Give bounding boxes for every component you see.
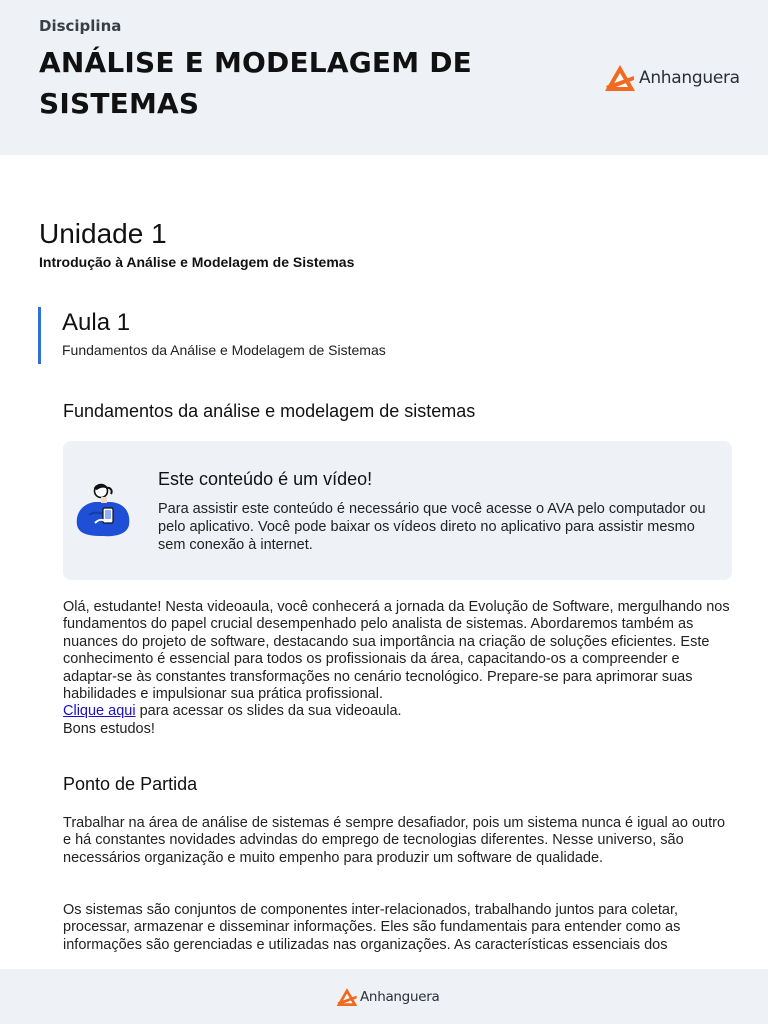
- page-footer: [0, 969, 768, 1024]
- ponto-de-partida-paragraph-2: Os sistemas são conjuntos de componentes inter-relacionados, trabalhando juntos para coletar, processar, armazenar e disseminar informações. Eles são fundamentais para entender como as informações são gerenciadas e utilizadas nas organizações. As características essenciais dos: [63, 902, 681, 953]
- closing-text: Bons estudos!: [63, 720, 155, 737]
- lesson-subtitle: Fundamentos da Análise e Modelagem de Sistemas: [62, 342, 386, 358]
- lesson-heading: [38, 307, 386, 364]
- slides-link[interactable]: Clique aqui: [63, 703, 136, 720]
- intro-text-block: [63, 599, 733, 738]
- unit-subtitle: Introdução à Análise e Modelagem de Sistemas: [39, 254, 355, 270]
- video-notice-text: Para assistir este conteúdo é necessário que você acesse o AVA pelo computador ou pelo aplicativo. Você pode baixar os vídeos direto no aplicativo para assistir mesmo sem conexão à internet.: [158, 501, 706, 553]
- discipline-title: ANÁLISE E MODELAGEM DE SISTEMAS: [39, 46, 472, 120]
- slides-link-suffix: para acessar os slides da sua videoaula.: [135, 703, 402, 720]
- video-notice-title: Este conteúdo é um vídeo!: [158, 469, 373, 489]
- section-title-fundamentos: Fundamentos da análise e modelagem de sistemas: [63, 401, 476, 421]
- section-title-ponto-de-partida: Ponto de Partida: [63, 774, 198, 794]
- ponto-de-partida-paragraph-1: Trabalhar na área de análise de sistemas é sempre desafiador, pois um sistema nunca é igual ao outro e há constantes novidades advindas do emprego de tecnologias diferentes. Nesse universo, são necessários organização e muito empenho para produzir um software de qualidade.: [63, 815, 726, 866]
- person-with-phone-icon: [73, 481, 133, 546]
- anhanguera-logo-icon: [336, 987, 358, 1007]
- brand-name: Anhanguera: [639, 68, 740, 88]
- lesson-title: Aula 1: [62, 309, 131, 336]
- video-notice-box: [63, 441, 732, 580]
- brand-logo: [604, 64, 740, 92]
- intro-paragraph: Olá, estudante! Nesta videoaula, você conhecerá a jornada da Evolução de Software, mergulhando nos fundamentos do papel crucial desempenhado pelo analista de sistemas. Abordaremos também as nuances do projeto de software, destacando sua importância na criação de soluções eficientes. Este conhecimento é essencial para todos os profissionais da área, capacitando-os a compreender e adaptar-se às constantes transformações no cenário tecnológico. Prepare-se para aprimorar suas habilidades e impulsionar sua prática profissional.: [63, 599, 730, 703]
- unit-title: Unidade 1: [39, 218, 167, 249]
- anhanguera-logo-icon: [604, 64, 636, 92]
- page-header: [0, 0, 768, 155]
- footer-brand-name: Anhanguera: [360, 989, 440, 1005]
- discipline-label: Disciplina: [39, 17, 122, 35]
- footer-brand-logo: [336, 987, 439, 1007]
